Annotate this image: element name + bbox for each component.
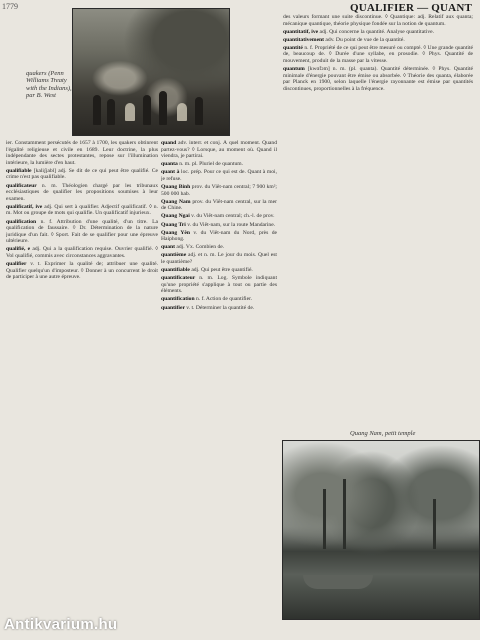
entry-headword: Quang Ngai <box>161 213 192 220</box>
entry-headword: qualificatif, ive <box>6 203 45 210</box>
dictionary-entry <box>283 66 473 92</box>
running-head: QUALIFIER — QUANT <box>350 2 472 14</box>
column-a <box>6 140 158 610</box>
entry-definition: v. t. Déterminer la quantité de. <box>186 304 255 311</box>
dictionary-entry <box>161 222 277 229</box>
entry-definition: v. du Viêt-nam central; ch.-l. de prov. <box>191 213 275 220</box>
dictionary-entry <box>161 140 277 160</box>
entry-headword: quantitativement <box>283 36 326 43</box>
dictionary-entry <box>161 252 277 265</box>
dictionary-entry <box>6 204 158 217</box>
entry-headword: quantitatif, ive <box>283 28 320 35</box>
entry-definition: adj. et n. m. Le jour du mois. Quel est le quantième? <box>161 252 277 265</box>
entry-definition: v. du Viêt-nam, sur la route Mandarine. <box>187 221 276 228</box>
dictionary-entry <box>6 261 158 281</box>
dictionary-entry <box>283 45 473 65</box>
dictionary-entry <box>161 296 277 303</box>
entry-definition: n. f. Action de quantifier. <box>195 296 253 303</box>
entry-definition: ier. Constamment persécutés de 1657 à 1700, les quakers obtinrent l'égalité religieuse et civile en 1689. Leur doctrine, la plus indépendante des sectes protestantes, repose sur l'illumination intérieure, la lumière d'en haut. <box>6 140 158 166</box>
entry-headword: Quang Tri <box>161 221 188 228</box>
watermark: Antikvarium.hu <box>4 616 118 633</box>
entry-definition: loc. prép. Pour ce qui est de. Quant à moi, je refuse. <box>161 169 277 182</box>
painting-caption: quakers (Penn Williams Treaty with the Indians), par B. West <box>26 70 72 100</box>
entry-headword: quantité <box>283 44 305 51</box>
entry-definition: prov. du Viêt-nam central, sur la mer de Chine. <box>161 198 277 212</box>
entry-definition: n. m. pl. Pluriel de quantum. <box>179 161 244 168</box>
entry-definition: adv. interr. et conj. À quel moment. Quand partez-vous? ◊ Lorsque, au moment où. Quand il viendra, je partirai. <box>161 140 277 160</box>
entry-headword: Quang Nam <box>161 198 193 205</box>
entry-definition: n. f. Propriété de ce qui peut être mesuré ou compté. ◊ Une grande quantité de, beaucoup de. ◊ Durée d'une syllabe, en prosodie. ◊ Phys. Quantité de mouvement, produit de la masse par la vitesse. <box>283 44 473 65</box>
dictionary-entry <box>283 14 473 27</box>
dictionary-entry <box>161 267 277 274</box>
entry-headword: Quang Yên <box>161 229 194 236</box>
painting-illustration <box>72 8 230 136</box>
entry-headword: quantum <box>283 66 308 73</box>
entry-definition: des valeurs formant une suite discontinue. ◊ Quantique: adj. Relatif aux quanta; mécanique quantique, théorie physique fondée sur la notion de quantum. <box>283 14 473 27</box>
entry-definition: adj. Qui a la qualification requise. Ouvrier qualifié. ◊ Vol qualifié, commis avec circonstances aggravantes. <box>6 246 158 259</box>
dictionary-entry <box>6 168 158 181</box>
dictionary-entry <box>161 169 277 182</box>
photo-temple <box>282 440 480 620</box>
column-b <box>161 140 277 610</box>
dictionary-entry <box>161 213 277 220</box>
photo-caption: Quang Nam, petit temple <box>350 430 416 437</box>
entry-headword: quantième <box>161 252 189 259</box>
entry-headword: qualification <box>6 218 41 225</box>
dictionary-entry <box>6 246 158 259</box>
dictionary-entry <box>6 140 158 166</box>
entry-headword: quant <box>161 244 177 251</box>
dictionary-entry <box>161 230 277 243</box>
entry-headword: quantifier <box>161 304 187 311</box>
dictionary-entry <box>161 184 277 197</box>
entry-definition: v. t. Exprimer la qualité de; attribuer une qualité. Qualifier quelqu'un d'imposteur. ◊ Donner à un concurrent le droit de participer à une autre épreuve. <box>6 261 158 281</box>
dictionary-entry <box>161 305 277 312</box>
column-c <box>283 14 473 396</box>
entry-definition: prov. du Viêt-nam central; 7 900 km²; 500 000 hab. <box>161 184 277 197</box>
entry-definition: n. f. Attribution d'une qualité, d'un titre. La qualification de faussaire. ◊ Dr. Détermination de la nature juridique d'un fait. ◊ Sport. Fait de se qualifier pour une épreuve ultérieure. <box>6 218 158 245</box>
entry-definition: v. du Viêt-nam du Nord, près de Haiphong. <box>161 229 277 243</box>
entry-headword: quantifiable <box>161 267 192 274</box>
entry-headword: quant à <box>161 169 182 176</box>
page-number: 1779 <box>2 2 18 11</box>
dictionary-entry <box>161 199 277 212</box>
entry-headword: Quang Binh <box>161 184 192 191</box>
dictionary-entry <box>283 37 473 44</box>
entry-definition: [kaliʃjabl] adj. Se dit de ce qui peut être qualifié. Ce crime n'est pas qualifiable. <box>6 167 158 181</box>
entry-definition: adj. Qui sert à qualifier. Adjectif qualificatif. ◊ n. m. Mot ou groupe de mots qui qualifie. Un qualificatif injurieux. <box>6 203 158 217</box>
entry-definition: adv. Du point de vue de la quantité. <box>325 36 405 43</box>
entry-headword: quantification <box>161 296 196 303</box>
entry-definition: [kwɑ̃tɔm] n. m. (pl. quanta). Quantité déterminée. ◊ Phys. Quantité minimale d'énergie pouvant être émise ou absorbée. ◊ Théorie des quanta, élaborée par Planck en 1900, selon laquelle l'énergie rayonnante est émise par quantités discontinues, proportionnelles à la fréquence. <box>283 66 473 92</box>
dictionary-entry <box>161 161 277 168</box>
dictionary-entry <box>6 183 158 203</box>
dictionary-entry <box>161 275 277 295</box>
entry-headword: qualifiable <box>6 167 34 174</box>
entry-definition: adj. Vx. Combien de. <box>176 244 225 251</box>
entry-headword: quand <box>161 140 179 146</box>
entry-definition: n. m. Théologien chargé par les tribunaux ecclésiastiques de qualifier les propositions soumises à leur examen. <box>6 182 158 202</box>
entry-headword: qualifié, e <box>6 246 33 253</box>
entry-definition: adj. Qui concerne la quantité. Analyse quantitative. <box>319 28 434 35</box>
dictionary-entry <box>283 29 473 36</box>
dictionary-entry <box>161 244 277 251</box>
entry-headword: qualificateur <box>6 182 42 189</box>
dictionary-entry <box>6 219 158 245</box>
entry-headword: qualifier <box>6 261 31 268</box>
entry-headword: quanta <box>161 161 180 168</box>
entry-definition: adj. Qui peut être quantifié. <box>191 267 253 274</box>
entry-definition: n. m. Log. Symbole indiquant qu'une propriété s'applique à tout ou partie des éléments. <box>161 275 277 295</box>
entry-headword: quantificateur <box>161 275 200 282</box>
